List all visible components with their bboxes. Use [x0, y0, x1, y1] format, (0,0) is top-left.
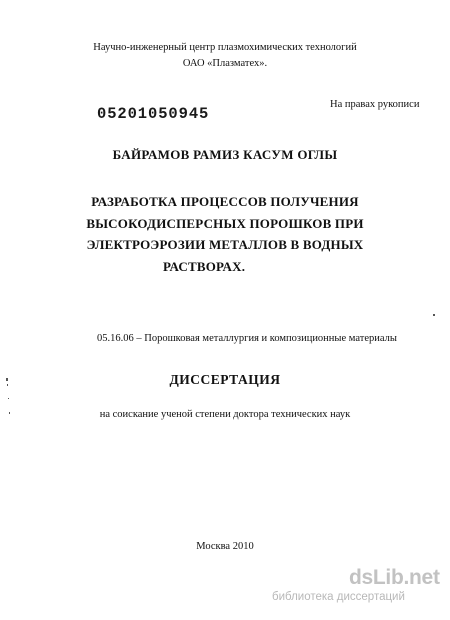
scan-speck: [433, 314, 435, 316]
scan-speck: [7, 384, 8, 386]
specialty-line: 05.16.06 – Порошковая металлургия и композиционные материалы: [97, 333, 397, 344]
thesis-title-line: РАСТВОРАХ.: [163, 259, 246, 274]
registration-code: 05201050945: [97, 105, 210, 123]
place-year: Москва 2010: [196, 541, 254, 552]
scan-speck: [6, 378, 8, 381]
organization-line-1: Научно-инженерный центр плазмохимических технологий: [93, 42, 357, 53]
rights-note: На правах рукописи: [330, 99, 420, 110]
thesis-title-line: РАЗРАБОТКА ПРОЦЕССОВ ПОЛУЧЕНИЯ: [91, 194, 359, 209]
scan-speck: [8, 398, 9, 399]
watermark-subtitle: библиотека диссертаций: [272, 591, 405, 603]
scan-speck: [9, 412, 10, 414]
degree-line: на соискание ученой степени доктора технических наук: [99, 409, 351, 420]
thesis-title-line: ЭЛЕКТРОЭРОЗИИ МЕТАЛЛОВ В ВОДНЫХ: [86, 237, 364, 252]
document-type: ДИССЕРТАЦИЯ: [169, 372, 281, 387]
author-name: БАЙРАМОВ РАМИЗ КАСУМ ОГЛЫ: [112, 147, 338, 162]
thesis-title-line: ВЫСОКОДИСПЕРСНЫХ ПОРОШКОВ ПРИ: [86, 216, 364, 231]
organization-line-2: ОАО «Плазматех».: [182, 58, 268, 69]
watermark-logo: dsLib.net: [349, 566, 440, 589]
